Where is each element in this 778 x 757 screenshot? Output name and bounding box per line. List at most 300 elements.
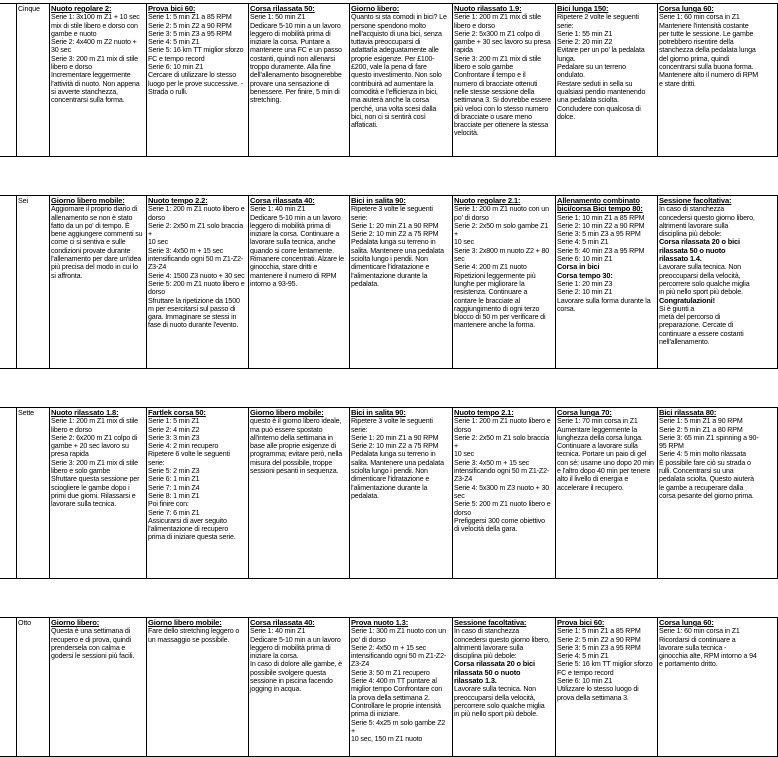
session-line: numero di bracciate ottenuti <box>454 79 538 88</box>
session-line: Controllare le proprie intensità <box>351 701 441 710</box>
session-line: Serie 4: 2 min recupero <box>148 442 219 451</box>
session-line: di bracciate o usare meno <box>454 112 532 121</box>
session-subtitle: rilassato 1.4. <box>659 254 702 264</box>
session-line: Aumentare leggermente la <box>557 425 637 434</box>
session-line: programma; evitare però, nella <box>250 450 343 459</box>
session-line: intorno a 93-95. <box>250 279 298 288</box>
session-line: libero e dorso <box>51 425 92 434</box>
session-line: persone spendono molto <box>351 21 426 30</box>
session-line: stretching. <box>250 96 282 105</box>
session-line: più veloci con lo stesso numero <box>454 104 549 113</box>
session-line: Serie 1: 200 m Z1 nuoto libero e <box>454 417 551 426</box>
week-row <box>0 195 778 369</box>
session-line: Serie 1: 55 min Z1 <box>557 29 613 38</box>
session-line: Serie 7: 6 min Z1 <box>148 508 200 517</box>
session-line: Lavorare sulla tecnica. Non <box>454 685 536 694</box>
session-line: luogo per le prove successive. - <box>148 79 243 88</box>
session-line: Serie 5: 16 km TT miglior sforzo <box>148 46 244 55</box>
session-line: Quanto si sta comodi in bici? Le <box>351 13 447 22</box>
session-line: Serie 3: 5 min Z3 a 95 RPM <box>148 29 232 38</box>
session-line: Serie 3: 200 m Z1 mix di stile <box>51 458 138 467</box>
session-cell <box>555 196 657 368</box>
session-line: Confrontare il tempo e il <box>454 71 526 80</box>
session-line: rulli. Concentrarsi su una <box>659 467 734 476</box>
session-line: po' di dorso <box>351 635 386 644</box>
session-line: come ci si sentiva e sulle <box>51 238 126 247</box>
session-line: Serie 6: 10 min Z1 <box>557 677 613 686</box>
session-line: dorso <box>454 508 471 517</box>
session-line: Serie 2: 5 min Z1 a 80 RPM <box>659 425 743 434</box>
session-line: iniziare la corsa. <box>250 652 299 661</box>
session-line: Sfruttare questa sessione per <box>51 475 140 484</box>
session-line: Pedalata lunga su terreno in <box>351 450 436 459</box>
session-line: ginocchia alte, RPM intorno a 94 <box>659 652 757 661</box>
session-line: Dedicare 5-10 min a un lavoro <box>250 635 341 644</box>
session-line: pedalata. <box>351 279 379 288</box>
session-line: preoccuparsi della velocità, <box>659 271 741 280</box>
session-line: blocco di 50 m per verificare di <box>454 313 546 322</box>
session-line: Lavorare sulla forma durante la <box>557 296 651 305</box>
session-subtitle: Congratulazioni! <box>659 295 715 305</box>
session-subtitle: Corsa in bici <box>557 262 600 272</box>
session-cell <box>555 408 657 578</box>
session-line: troppo duramente. Alla fine <box>250 63 331 72</box>
session-line: 10 sec, 150 m Z1 nuoto <box>351 735 423 744</box>
session-line: Si è giunti a <box>659 304 695 313</box>
session-line: stanchezza della pedalata lunga <box>659 46 756 55</box>
session-line: Serie 5: 200 m Z1 nuoto libero e <box>454 500 551 509</box>
session-line: del giorno prima, quindi <box>659 54 730 63</box>
session-line: lunghezza della corsa lunga. <box>557 433 643 442</box>
session-line: adattarla adeguatamente alle <box>351 46 439 55</box>
session-title: Prova nuoto 1.3: <box>351 618 409 627</box>
session-line: Sfruttare la ripetizione da 1500 <box>148 296 240 305</box>
session-line: Serie 2: 10 min Z2 a 75 RPM <box>351 442 439 451</box>
session-line: intensificando ogni 50 m Z1-Z2- <box>351 652 447 661</box>
session-line: Serie 4: 400 m TT puntare al <box>351 677 437 686</box>
session-title: Nuoto regolare 2: <box>51 4 112 13</box>
session-line: 10 sec <box>148 238 169 247</box>
session-line: Serie 1: 10 min Z1 a 85 RPM <box>557 213 645 222</box>
session-line: salita. Mantenere una pedalata <box>351 458 444 467</box>
session-line: affaticati. <box>351 121 378 130</box>
session-line: dorso <box>148 213 165 222</box>
session-line: lunghe per migliorare la <box>454 279 525 288</box>
session-line: È possibile fare ciò su strada o <box>659 458 751 467</box>
session-line: concentrarsi sulla buona forma. <box>659 63 754 72</box>
session-line: Serie 6: 10 min Z1 <box>557 255 613 264</box>
session-line: Serie 2: 2x50 m Z1 solo braccia + <box>454 433 550 451</box>
session-line: Poi finire con: <box>148 500 189 509</box>
session-line: Pedalare su un terreno <box>557 63 626 72</box>
session-line: Pedalata lunga su terreno in <box>351 238 436 247</box>
week-row <box>0 617 778 757</box>
session-line: Serie 4: 5 min molto rilassata <box>659 450 746 459</box>
session-line: si avverte stanchezza, <box>51 87 118 96</box>
session-line: salita. Mantenere una pedalata <box>351 246 444 255</box>
session-line: In caso di stanchezza <box>659 205 725 214</box>
session-line: Rimanere concentrati. Alzare le <box>250 255 344 264</box>
week-label: Cinque <box>16 4 49 156</box>
session-line: Serie 1: 5 min Z1 a 90 RPM <box>659 417 743 426</box>
session-line: di velocità della gara. <box>454 525 518 534</box>
session-line: l'alimentazione durante la <box>351 483 428 492</box>
session-line: Serie 4: 5 min Z1 <box>557 652 609 661</box>
session-line: prova della settimana 3. <box>557 693 629 702</box>
session-line: nell'acquisto di una bici, senza <box>351 29 442 38</box>
session-line: Serie 3: 5 min Z3 a 95 RPM <box>557 230 641 239</box>
session-line: serie: <box>557 21 574 30</box>
session-line: prendersela con calma e <box>51 643 126 652</box>
session-line: leggero di mobilità prima di <box>250 221 331 230</box>
session-line: Serie 7: 1 min Z4 <box>148 483 200 492</box>
session-title: Prova bici 60: <box>557 618 605 627</box>
session-line: Serie 1: 70 min corsa in Z1 <box>557 417 638 426</box>
session-line: Z3-Z4 <box>148 263 167 272</box>
session-line: Ripetere 3 volte le seguenti <box>351 205 433 214</box>
session-cell <box>452 618 555 756</box>
session-line: Serie 2: 2x50 m solo gambe Z1 + <box>454 221 549 239</box>
session-line: Serie 3: 4x50 m + 15 sec <box>454 458 530 467</box>
session-line: ginocchia, stare dritti e <box>250 263 318 272</box>
session-line: Lavorare sulla tecnica. Non <box>659 263 741 272</box>
session-line: In caso di stanchezza <box>454 627 520 636</box>
session-title: Giorno libero: <box>351 4 400 13</box>
session-line: sciogliere le gambe dopo i <box>51 483 130 492</box>
session-subtitle: rilassata 50 o nuoto <box>454 667 521 677</box>
session-line: un massaggio se possibile. <box>148 635 230 644</box>
session-line: Serie 3: 2x800 m nuoto Z2 + 80 <box>454 246 550 255</box>
session-line: Serie 1: 20 min Z1 a 90 RPM <box>351 221 439 230</box>
session-cell <box>452 408 555 578</box>
session-line: contribuirà ad aumentare la <box>351 79 434 88</box>
session-cell <box>349 4 452 156</box>
session-line: leggero di mobilità prima di <box>250 29 331 38</box>
session-title: Corsa rilassata 40: <box>250 618 315 627</box>
session-line: 95 RPM <box>659 442 684 451</box>
session-cell <box>349 196 452 368</box>
session-line: dorso <box>148 288 165 297</box>
session-line: ma può essere spostato <box>250 425 323 434</box>
session-line: dolce. <box>557 112 576 121</box>
session-cell <box>49 408 146 578</box>
session-line: mantenere anche la forma. <box>454 321 536 330</box>
session-cell <box>146 196 248 368</box>
session-line: disciplina più debole: <box>454 652 517 661</box>
session-line: Serie 2: 5 min Z2 a 90 RPM <box>148 21 232 30</box>
week-label: Otto <box>16 618 49 756</box>
session-line: tecnica. Portare un paio di gel <box>557 450 647 459</box>
session-line: Serie 2: 10 min Z2 a 75 RPM <box>351 230 439 239</box>
session-line: bene aggiungere commenti su <box>51 230 143 239</box>
session-line: benessere. Per finire, 5 min di <box>250 87 340 96</box>
session-line: po' di dorso <box>454 213 489 222</box>
session-line: sec <box>454 255 465 264</box>
session-line: l'alimentazione durante la <box>351 271 428 280</box>
session-line: Z3-Z4 <box>351 660 370 669</box>
session-line: potrebbero risentire della <box>659 38 734 47</box>
session-line: lavorare sulla tecnica - <box>659 643 727 652</box>
session-line: Serie 1: 5 min Z1 a 85 RPM <box>557 627 641 636</box>
session-line: lavorare sulla tecnica. <box>51 500 117 509</box>
session-line: Serie 2: 4x50 m + 15 sec <box>351 643 427 652</box>
week-label: Sette <box>16 408 49 578</box>
session-title: Bici in salita 90: <box>351 408 406 417</box>
session-line: e l'altro dopo 40 min per tenere <box>557 467 651 476</box>
session-line: corsa. <box>557 304 576 313</box>
session-cell <box>248 4 349 156</box>
session-line: presa rapida <box>51 450 89 459</box>
session-line: in più nello sport più debole. <box>454 710 538 719</box>
session-line: Serie 1: 5 min Z1 a 85 RPM <box>148 13 232 22</box>
session-line: più precisa del modo in cui lo <box>51 263 138 272</box>
session-line: iniziare la corsa. Puntare a <box>250 38 330 47</box>
session-title: Bici in salita 90: <box>351 196 406 205</box>
session-line: leggero di mobilità prima di <box>250 643 331 652</box>
session-line: questo è il giorno libero ideale, <box>250 417 342 426</box>
session-cell <box>555 4 657 156</box>
session-cell <box>248 618 349 756</box>
session-cell <box>452 4 555 156</box>
session-line: Dedicare 5-10 min a un lavoro <box>250 213 341 222</box>
session-line: libero e dorso <box>454 21 495 30</box>
session-title: Giorno libero mobile: <box>148 618 222 627</box>
session-line: base alle proprie esigenze di <box>250 442 336 451</box>
session-line: ondulato. <box>557 71 585 80</box>
session-line: percorrere solo qualche miglia <box>659 279 750 288</box>
session-line: gambe + 20 sec lavoro su <box>51 442 129 451</box>
session-line: Serie 1: 20 min Z1 a 90 RPM <box>351 433 439 442</box>
session-line: Serie 3: 200 m Z1 mix di stile <box>454 54 541 63</box>
session-line: Aggiornare il proprio diario di <box>51 205 138 214</box>
session-line: Serie 1: 200 m Z1 nuoto con un <box>454 205 549 214</box>
session-line: Serie 2: 2x50 m Z1 solo braccia + <box>148 221 244 239</box>
session-line: provare una sensazione di <box>250 79 330 88</box>
session-line: Z3-Z4 <box>454 475 473 484</box>
session-line: intensificando ogni 50 m Z1-Z2- <box>148 255 244 264</box>
session-line: dimenticare l'idratazione e <box>351 263 430 272</box>
session-line: Serie 2: 6x200 m Z1 colpo di <box>51 433 138 442</box>
session-line: primi due giorni. Rilassarsi e <box>51 491 136 500</box>
session-line: lavorare sulla tecnica, anche <box>250 238 336 247</box>
session-line: si affronta. <box>51 271 83 280</box>
session-title: Nuoto tempo 2.1: <box>454 408 514 417</box>
session-line: tuttavia preoccuparsi di <box>351 38 421 47</box>
session-line: Ricordarsi di continuare a <box>659 635 736 644</box>
session-line: concedersi questo giorno libero, <box>659 213 755 222</box>
session-subtitle: rilassata 50 o nuoto <box>659 245 726 255</box>
session-line: all'interno della settimana in <box>250 433 333 442</box>
session-title: Corsa lunga 60: <box>659 4 714 13</box>
session-line: Serie 8: 1 min Z1 <box>148 491 200 500</box>
session-line: Serie 3: 50 m Z1 recupero <box>351 668 430 677</box>
session-line: qualsiasi pendio mantenendo <box>557 87 646 96</box>
session-line: Serie 5: 16 km TT miglior sforzo <box>557 660 653 669</box>
session-line: velocità. <box>454 129 479 138</box>
session-line: bici, non ci si sentirà così <box>351 112 426 121</box>
session-cell <box>49 4 146 156</box>
session-line: preparazione. Cercate di <box>659 321 734 330</box>
session-line: altrimenti lavorare sulla <box>659 221 729 230</box>
session-line: £200, vale la pena di fare <box>351 63 427 72</box>
session-line: gara. Immaginare se stessi in <box>148 313 237 322</box>
session-cell <box>349 618 452 756</box>
session-line: resistenza. Continuare a <box>454 288 528 297</box>
session-line: Assicurarsi di aver seguito <box>148 516 227 525</box>
session-line: godersi le sessioni più facili. <box>51 652 135 661</box>
session-line: l'alimentazione di recupero <box>148 525 229 534</box>
session-line: percorrere solo qualche miglia <box>454 701 545 710</box>
session-line: sciolta lungo i pendii. Non <box>351 467 428 476</box>
session-line: dell'allenamento bisognerebbe <box>250 71 342 80</box>
session-line: Serie 6: 10 min Z1 <box>148 63 204 72</box>
session-line: Serie 1: 60 min corsa in Z1 <box>659 13 740 22</box>
session-line: Serie 5: 2 min Z3 <box>148 467 200 476</box>
session-line: Serie 2: 5x300 m Z1 colpo di <box>454 29 541 38</box>
session-line: Serie 2: 10 min Z1 <box>557 288 613 297</box>
session-line: rapida <box>454 46 473 55</box>
session-line: altrimenti lavorare sulla <box>454 643 524 652</box>
session-title: Giorno libero mobile: <box>250 408 324 417</box>
session-title: Bici rilassata 80: <box>659 408 717 417</box>
session-line: 10 sec <box>454 238 475 247</box>
session-line: raggiungimento di ogni terzo <box>454 304 540 313</box>
session-line: Evitare per un po' la pedalata <box>557 46 645 55</box>
session-line: Serie 3: 65 min Z1 spinning a 90- <box>659 433 759 442</box>
session-cell <box>146 408 248 578</box>
session-cell <box>248 196 349 368</box>
session-line: fatto da un po' di tempo. È <box>51 221 130 230</box>
session-line: e portamento dritto. <box>659 660 718 669</box>
session-cell <box>349 408 452 578</box>
session-line: l'attività di nuoto. Non appena <box>51 79 140 88</box>
session-line: Serie 2: 20 min Z2 <box>557 38 613 47</box>
session-line: in più nello sport più debole. <box>659 288 743 297</box>
session-line: Serie 4: 5x300 m Z3 nuoto + 30 <box>454 483 550 492</box>
session-line: Continuare a lavorare sulla <box>557 442 638 451</box>
session-line: accelerare il recupero. <box>557 483 624 492</box>
session-line: mantenere una FC e un passo <box>250 46 342 55</box>
session-line: FC e tempo record <box>557 668 614 677</box>
session-line: Serie 2: 4 min Z2 <box>148 425 200 434</box>
session-line: dorso <box>454 425 471 434</box>
session-title: Corsa rilassata 40: <box>250 196 315 205</box>
session-line: FC e tempo record <box>148 54 205 63</box>
session-line: Serie 1: 5 min Z1 <box>148 417 200 426</box>
session-line: sessioni pesanti in sequenza. <box>250 467 339 476</box>
session-line: Serie 4: 5 min Z1 <box>148 38 200 47</box>
session-line: Serie 1: 50 min Z1 <box>250 13 306 22</box>
session-line: Ripetere 2 volte le seguenti <box>557 13 639 22</box>
session-line: Serie 1: 60 min corsa in Z1 <box>659 627 740 636</box>
session-line: libero e solo gambe <box>454 63 514 72</box>
session-line: allenamento se non è stato <box>51 213 133 222</box>
session-line: costanti, quindi non allenarsi <box>250 54 336 63</box>
session-title: Fartlek corsa 50: <box>148 408 206 417</box>
session-cell <box>452 196 555 368</box>
session-title: Prova bici 60: <box>148 4 196 13</box>
session-line: Concludere con qualcosa di <box>557 104 641 113</box>
session-cell <box>555 618 657 756</box>
session-line: mix di stile libero e dorso con <box>51 21 138 30</box>
session-line: Serie 1: 200 m Z1 mix di stile <box>51 417 138 426</box>
session-line: Serie 1: 200 m Z1 nuoto libero e <box>148 205 245 214</box>
session-line: sessione in piscina facendo <box>250 677 333 686</box>
session-line: Strada o rulli. <box>148 87 188 96</box>
session-line: nelle stesse sessione della <box>454 87 535 96</box>
session-title: Sessione facoltativa: <box>659 196 732 205</box>
week-row <box>0 407 778 579</box>
session-line: Serie 1: 3x100 m Z1 + 10 sec <box>51 13 140 22</box>
session-line: misura del possibile, troppe <box>250 458 333 467</box>
session-cell <box>49 196 146 368</box>
session-line: Serie 5: 40 min Z3 a 95 RPM <box>557 246 645 255</box>
session-title: Giorno libero mobile: <box>51 196 125 205</box>
session-line: m per esercitarsi sul passo di <box>148 304 236 313</box>
session-line: concentrarsi sulla forma. <box>51 96 125 105</box>
session-line: ma aiuterà anche la corsa <box>351 96 429 105</box>
week-label: Sei <box>16 196 49 368</box>
session-line: corsa pesante del giorno prima. <box>659 491 754 500</box>
session-line: Prefiggersi 300 come obiettivo <box>454 516 545 525</box>
session-line: gambe + 30 sec lavoro su presa <box>454 38 551 47</box>
session-title: Corsa lunga 70: <box>557 408 612 417</box>
session-line: l'allenamento per dare un'idea <box>51 255 142 264</box>
session-line: Serie 1: 40 min Z1 <box>250 205 306 214</box>
session-line: dimenticare l'idratazione e <box>351 475 430 484</box>
session-line: metà del percorso di <box>659 313 721 322</box>
session-cell <box>248 408 349 578</box>
session-line: Serie 4: 5 min Z1 <box>557 238 609 247</box>
session-line: comodità e l'efficienza in bici, <box>351 87 438 96</box>
session-line: Cercare di utilizzare lo stesso <box>148 71 236 80</box>
session-line: prima di iniziare. <box>351 710 400 719</box>
session-line: quando si corre lentamente. <box>250 246 334 255</box>
session-line: preoccuparsi della velocità, <box>454 693 536 702</box>
session-line: libero e solo gambe <box>51 467 111 476</box>
session-line: 30 sec <box>51 46 72 55</box>
session-line: Serie 1: 200 m Z1 mix di stile <box>454 13 541 22</box>
session-cell <box>146 618 248 756</box>
session-line: sciolta lungo i pendii. Non <box>351 255 428 264</box>
session-line: Serie 1: 300 m Z1 nuoto con un <box>351 627 446 636</box>
session-title: Nuoto rilassato 1.8: <box>51 408 119 417</box>
session-cell <box>49 618 146 756</box>
session-line: perché, una volta scesi dalla <box>351 104 437 113</box>
session-line: fase di nuoto durante l'evento. <box>148 321 239 330</box>
session-subtitle: Corsa rilassata 20 o bici <box>659 237 740 247</box>
session-line: e stare dritti. <box>659 79 696 88</box>
session-line: Serie 3: 4x50 m + 15 sec <box>148 246 224 255</box>
session-line: Serie 5: 4x25 m solo gambe Z2 + <box>351 718 446 735</box>
session-title: Corsa lunga 60: <box>659 618 714 627</box>
session-title: Sessione facoltativa: <box>454 618 527 627</box>
session-line: serie: <box>148 458 165 467</box>
session-line: Serie 1: 40 min Z1 <box>250 627 306 636</box>
session-line: Serie 4: 1500 Z3 nuoto + 30 sec <box>148 271 245 280</box>
session-line: Mantenere alto il numero di RPM <box>659 71 759 80</box>
session-title: Corsa rilassata 50: <box>250 4 315 13</box>
session-line: Fare dello stretching leggero o <box>148 627 240 636</box>
session-line: Ripetizioni leggermente più <box>454 271 536 280</box>
session-title: Nuoto regolare 2.1: <box>454 196 521 205</box>
session-line: bracciate per ottenere la stessa <box>454 121 549 130</box>
session-line: pedalata. <box>351 491 379 500</box>
session-line: libero e dorso <box>51 63 92 72</box>
session-line: Ripetere 3 volte le seguenti <box>351 417 433 426</box>
session-line: mantenere il numero di RPM <box>250 271 337 280</box>
session-line: gambe e nuoto <box>51 29 97 38</box>
